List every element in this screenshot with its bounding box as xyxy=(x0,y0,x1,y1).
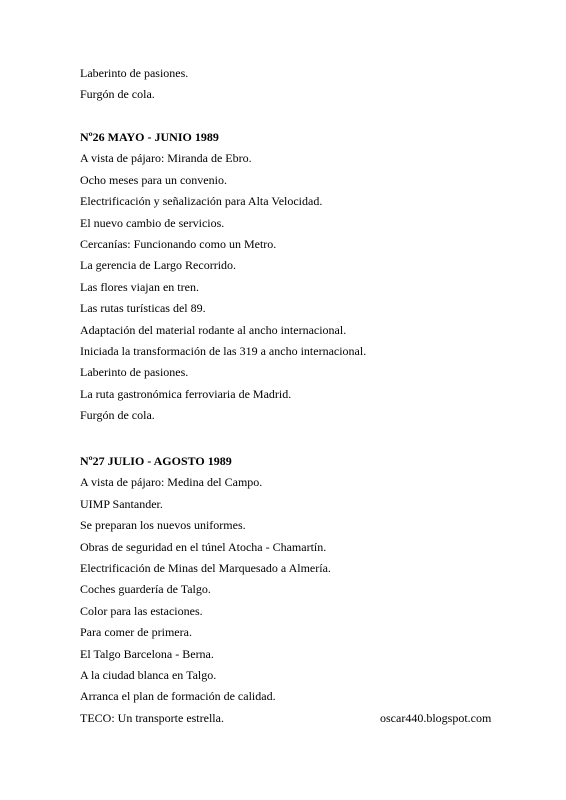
list-item: Las rutas turísticas del 89. xyxy=(80,301,206,316)
list-item: La gerencia de Largo Recorrido. xyxy=(80,258,237,273)
list-item: A la ciudad blanca en Talgo. xyxy=(80,667,217,682)
footer-url: oscar440.blogspot.com xyxy=(380,711,492,725)
list-item: A vista de pájaro: Miranda de Ebro. xyxy=(80,151,252,166)
list-item: Adaptación del material rodante al ancho internacional. xyxy=(80,322,347,337)
list-item: Laberinto de pasiones. xyxy=(80,66,189,80)
list-item: Color para las estaciones. xyxy=(80,603,203,618)
list-item: Arranca el plan de formación de calidad. xyxy=(80,689,276,704)
list-item: Para comer de primera. xyxy=(80,625,192,640)
list-item: Obras de seguridad en el túnel Atocha - Chamartín. xyxy=(80,539,327,554)
list-item: El Talgo Barcelona - Berna. xyxy=(80,646,214,661)
list-item: La ruta gastronómica ferroviaria de Madrid. xyxy=(80,386,292,401)
list-item: Coches guardería de Talgo. xyxy=(80,582,211,597)
list-item: Electrificación y señalización para Alta Velocidad. xyxy=(80,194,323,209)
section-heading: Nº26 MAYO - JUNIO 1989 xyxy=(80,130,219,144)
list-item: El nuevo cambio de servicios. xyxy=(80,215,225,230)
list-item: Las flores viajan en tren. xyxy=(80,279,199,294)
list-item: Electrificación de Minas del Marquesado a Almería. xyxy=(80,560,331,575)
list-item: Furgón de cola. xyxy=(80,408,155,423)
section-27 xyxy=(80,451,500,729)
section-26 xyxy=(80,127,500,426)
list-item: TECO: Un transporte estrella. xyxy=(80,710,224,725)
list-item: Laberinto de pasiones. xyxy=(80,365,189,380)
list-item: Iniciada la transformación de las 319 a ancho internacional. xyxy=(80,343,367,358)
list-item: UIMP Santander. xyxy=(80,496,163,511)
list-item: Furgón de cola. xyxy=(80,87,155,102)
list-item: Ocho meses para un convenio. xyxy=(80,172,227,187)
section-heading: Nº27 JULIO - AGOSTO 1989 xyxy=(80,454,232,468)
list-item: A vista de pájaro: Medina del Campo. xyxy=(80,475,263,490)
intro-list xyxy=(80,63,500,106)
list-item: Cercanías: Funcionando como un Metro. xyxy=(80,236,277,251)
list-item: Se preparan los nuevos uniformes. xyxy=(80,518,246,533)
